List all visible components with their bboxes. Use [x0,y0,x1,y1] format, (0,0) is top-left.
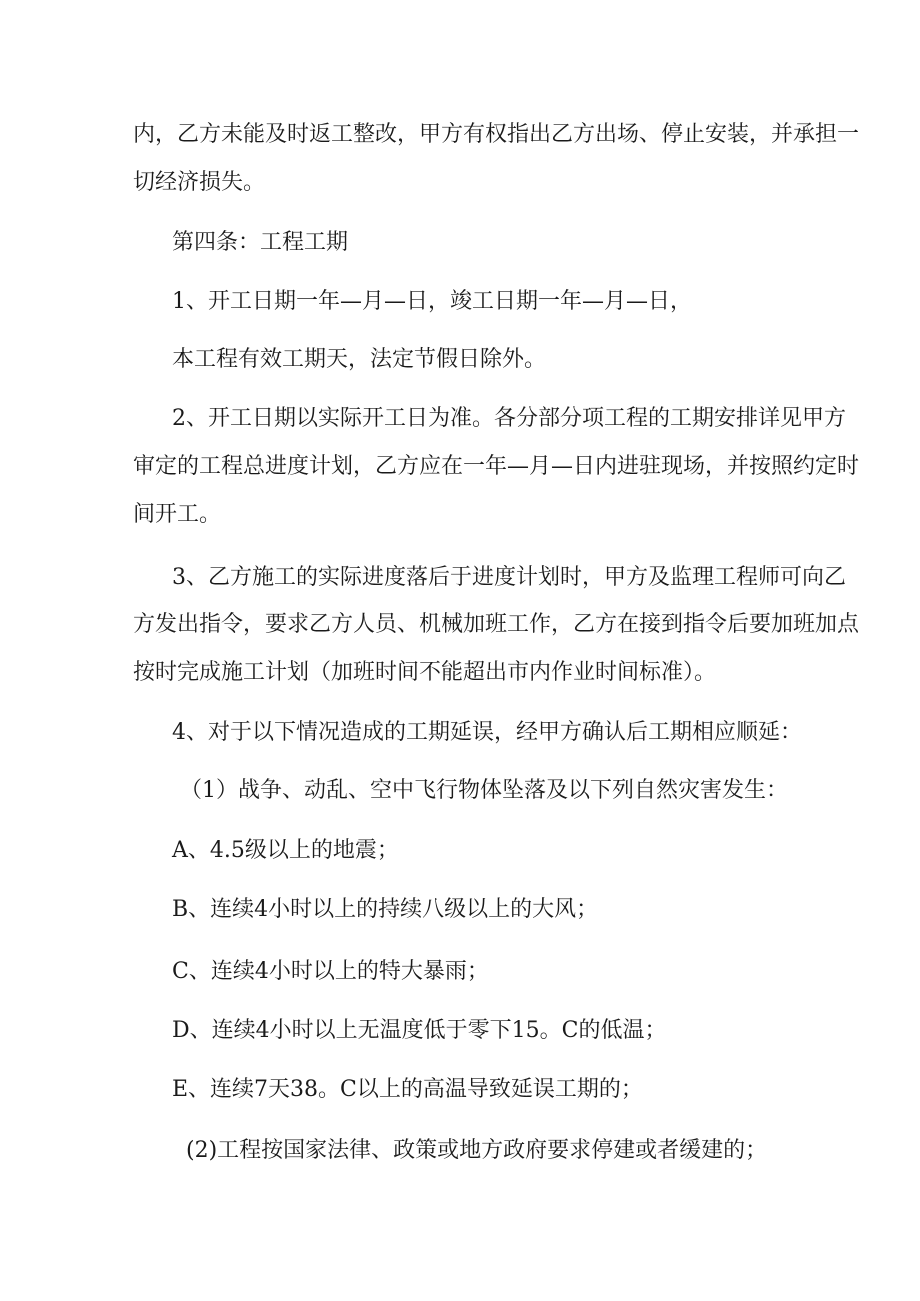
text-line: 切经济损失。 [133,170,266,195]
text-line: 审定的工程总进度计划，乙方应在一年—月—日内进驻现场，并按照约定时 [133,454,860,479]
text-line: 3、乙方施工的实际进度落后于进度计划时，甲方及监理工程师可向乙 [172,565,846,590]
list-item: (2)工程按国家法律、政策或地方政府要求停建或者缓建的； [186,1138,768,1163]
list-item: A、4.5级以上的地震； [172,838,399,863]
text-line: 4、对于以下情况造成的工期延误，经甲方确认后工期相应顺延： [172,720,802,745]
list-item: B、连续4小时以上的持续八级以上的大风； [172,897,599,922]
list-item: （1）战争、动乱、空中飞行物体坠落及以下列自然灾害发生： [180,778,788,803]
text-line: 按时完成施工计划（加班时间不能超出市内作业时间标准）。 [133,660,717,685]
list-item: E、连续7天38。C以上的高温导致延误工期的； [172,1077,643,1102]
list-item: D、连续4小时以上无温度低于零下15。C的低温； [172,1018,667,1043]
section-heading: 第四条：工程工期 [172,230,349,255]
text-line: 间开工。 [133,502,222,527]
text-line: 本工程有效工期天，法定节假日除外。 [172,347,547,372]
text-line: 内，乙方未能及时返工整改，甲方有权指出乙方出场、停止安装，并承担一 [133,122,860,147]
text-line: 2、开工日期以实际开工日为准。各分部分项工程的工期安排详见甲方 [172,406,846,431]
text-line: 方发出指令，要求乙方人员、机械加班工作，乙方在接到指令后要加班加点 [133,612,860,637]
list-item: C、连续4小时以上的特大暴雨； [172,959,489,984]
text-line: 1、开工日期一年—月—日，竣工日期一年—月—日， [172,289,692,314]
